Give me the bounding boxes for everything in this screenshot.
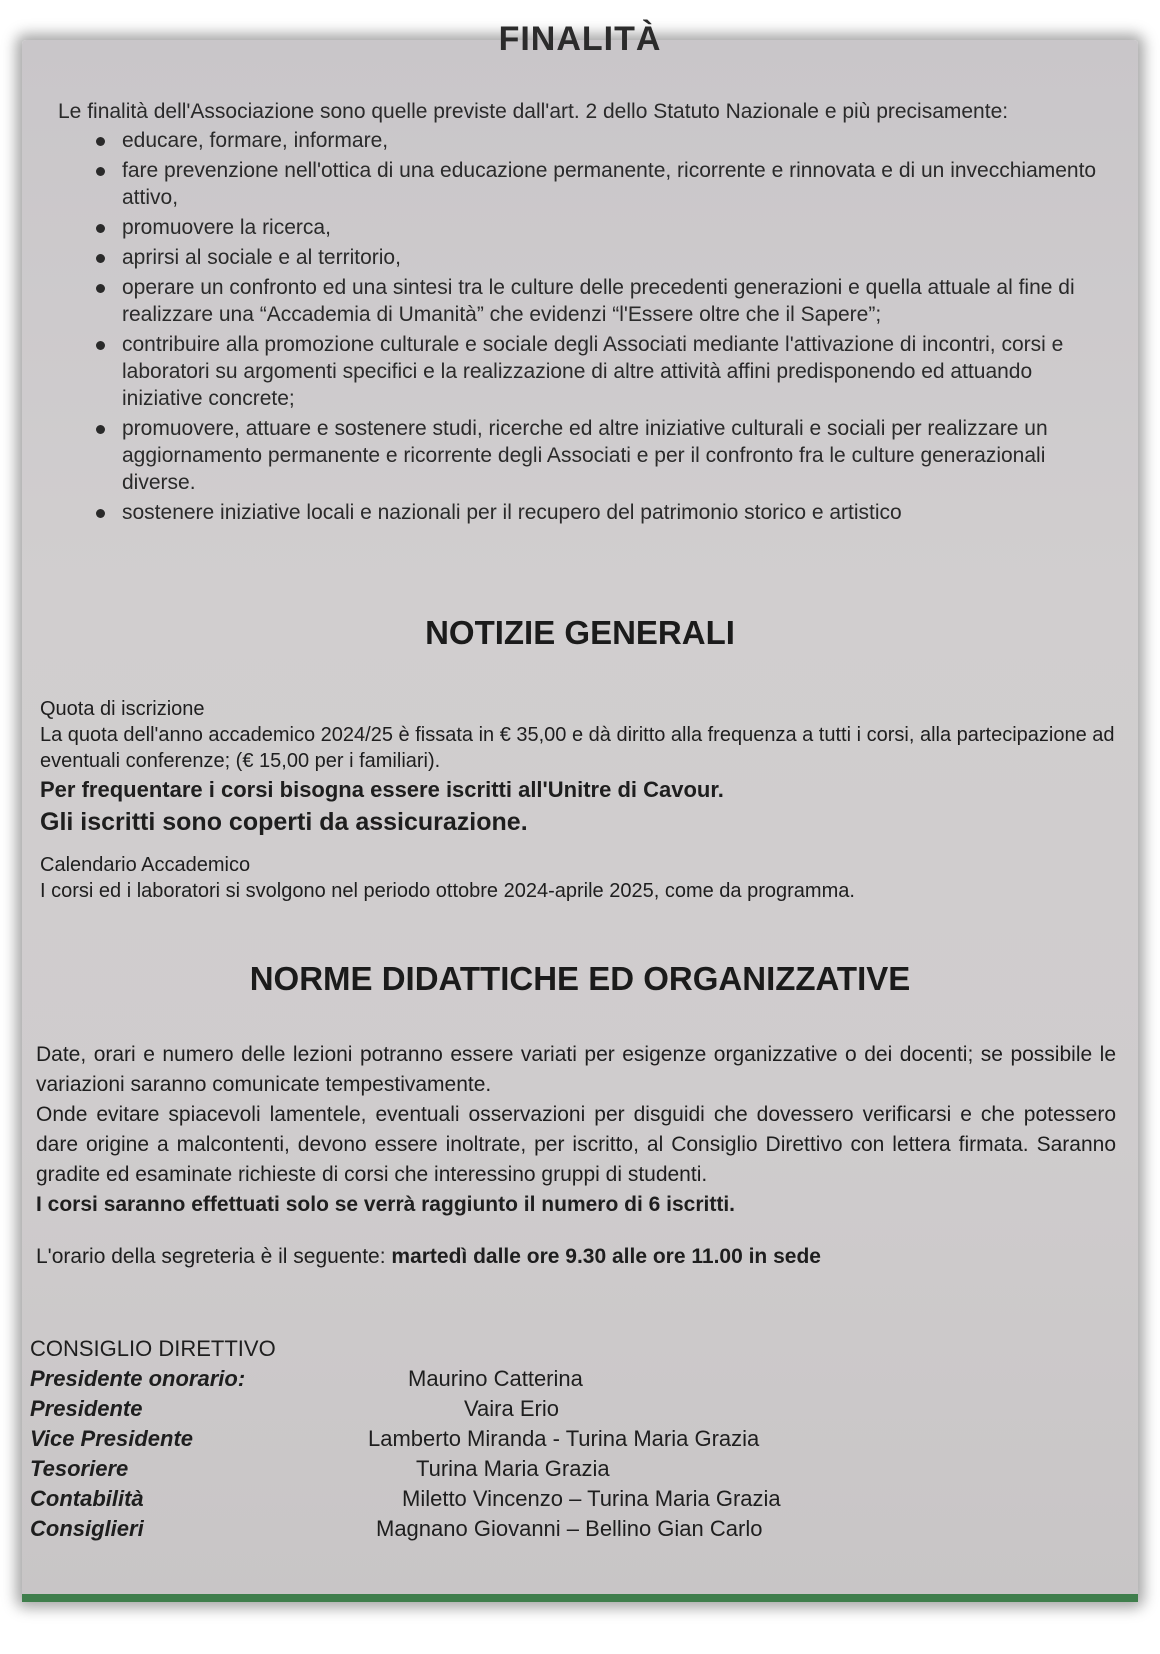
- member-name: Vaira Erio: [464, 1396, 559, 1421]
- member-name: Turina Maria Grazia: [416, 1456, 610, 1481]
- norme-minimum-note: I corsi saranno effettuati solo se verrà raggiunto il numero di 6 iscritti.: [36, 1193, 735, 1216]
- finalita-title: FINALITÀ: [498, 20, 662, 58]
- norme-paragraph-1: Date, orari e numero delle lezioni potranno essere variati per esigenze organizzative o dei docenti; se possibile le variazioni saranno comunicate tempestivamente.: [36, 1043, 1116, 1096]
- norme-section: [36, 1040, 1116, 1272]
- member-role: Presidente onorario:: [30, 1366, 246, 1391]
- member-role: Consiglieri: [30, 1516, 144, 1541]
- finalita-item: educare, formare, informare,: [122, 127, 1118, 154]
- spacer: [40, 838, 1120, 852]
- finalita-item: promuovere la ricerca,: [122, 214, 1118, 241]
- member-role: Tesoriere: [30, 1456, 129, 1481]
- consiglio-section: [30, 1334, 1130, 1544]
- assicurazione-note: Gli iscritti sono coperti da assicurazione.: [40, 808, 528, 836]
- norme-title: NORME DIDATTICHE ED ORGANIZZATIVE: [249, 960, 911, 997]
- orario-prefix: L'orario della segreteria è il seguente:: [36, 1245, 392, 1268]
- finalita-item: sostenere iniziative locali e nazionali per il recupero del patrimonio storico e artistico: [122, 499, 1118, 526]
- member-role: Contabilità: [30, 1486, 144, 1511]
- quota-label: Quota di iscrizione: [40, 698, 205, 720]
- sheet-bottom-border: [22, 1594, 1138, 1602]
- finalita-item: fare prevenzione nell'ottica di una educazione permanente, ricorrente e rinnovata e di un invecchiamento attivo,: [122, 157, 1118, 211]
- finalita-item: operare un confronto ed una sintesi tra le culture delle precedenti generazioni e quella attuale al fine di realizzare una “Accademia di Umanità” che evidenzi “l'Essere oltre che il Sapere”;: [122, 274, 1118, 328]
- member-role: Presidente: [30, 1396, 143, 1421]
- finalita-item: contribuire alla promozione culturale e sociale degli Associati mediante l'attivazione di incontri, corsi e laboratori su argomenti specifici e la realizzazione di altre attività affini predisponendo ed attuando iniziative concrete;: [122, 331, 1118, 412]
- consiglio-row: [30, 1424, 1130, 1454]
- member-name: Miletto Vincenzo – Turina Maria Grazia: [402, 1486, 781, 1511]
- consiglio-row: [30, 1394, 1130, 1424]
- consiglio-title: CONSIGLIO DIRETTIVO: [30, 1336, 276, 1361]
- finalita-intro: Le finalità dell'Associazione sono quelle previste dall'art. 2 dello Statuto Nazionale e più precisamente:: [58, 100, 1009, 123]
- finalita-list: [58, 127, 1118, 526]
- member-name: Magnano Giovanni – Bellino Gian Carlo: [376, 1516, 763, 1541]
- consiglio-row: [30, 1454, 1130, 1484]
- consiglio-row: [30, 1484, 1130, 1514]
- consiglio-row: [30, 1514, 1130, 1544]
- finalita-item: promuovere, attuare e sostenere studi, ricerche ed altre iniziative culturali e sociali per realizzare un aggiornamento permanente e ricorrente degli Associati e per il confronto fra le culture generazionali diverse.: [122, 415, 1118, 496]
- orario-value: martedì dalle ore 9.30 alle ore 11.00 in sede: [391, 1245, 821, 1268]
- finalita-item: aprirsi al sociale e al territorio,: [122, 244, 1118, 271]
- document-sheet: [22, 20, 1138, 1602]
- iscrizione-note: Per frequentare i corsi bisogna essere iscritti all'Unitre di Cavour.: [40, 777, 724, 802]
- notizie-title: NOTIZIE GENERALI: [425, 614, 735, 651]
- notizie-section: [40, 696, 1120, 904]
- calendario-text: I corsi ed i laboratori si svolgono nel periodo ottobre 2024-aprile 2025, come da programma.: [40, 880, 855, 902]
- member-name: Maurino Catterina: [408, 1366, 583, 1391]
- segreteria-orario: [36, 1242, 1116, 1272]
- member-name: Lamberto Miranda - Turina Maria Grazia: [368, 1426, 760, 1451]
- consiglio-row: [30, 1364, 1130, 1394]
- document-content: [22, 20, 1138, 1602]
- quota-text: La quota dell'anno accademico 2024/25 è fissata in € 35,00 e dà diritto alla frequenza a tutti i corsi, alla partecipazione ad eventuali conferenze; (€ 15,00 per i familiari).: [40, 724, 1115, 772]
- member-role: Vice Presidente: [30, 1426, 194, 1451]
- finalita-section: [58, 98, 1118, 529]
- calendario-label: Calendario Accademico: [40, 854, 251, 876]
- norme-paragraph-2: Onde evitare spiacevoli lamentele, eventuali osservazioni per disguidi che dovessero verificarsi e che potessero dare origine a malcontenti, devono essere inoltrate, per iscritto, al Consiglio Direttivo con lettera firmata. Saranno gradite ed esaminate richieste di corsi che interessino gruppi di studenti.: [36, 1103, 1116, 1186]
